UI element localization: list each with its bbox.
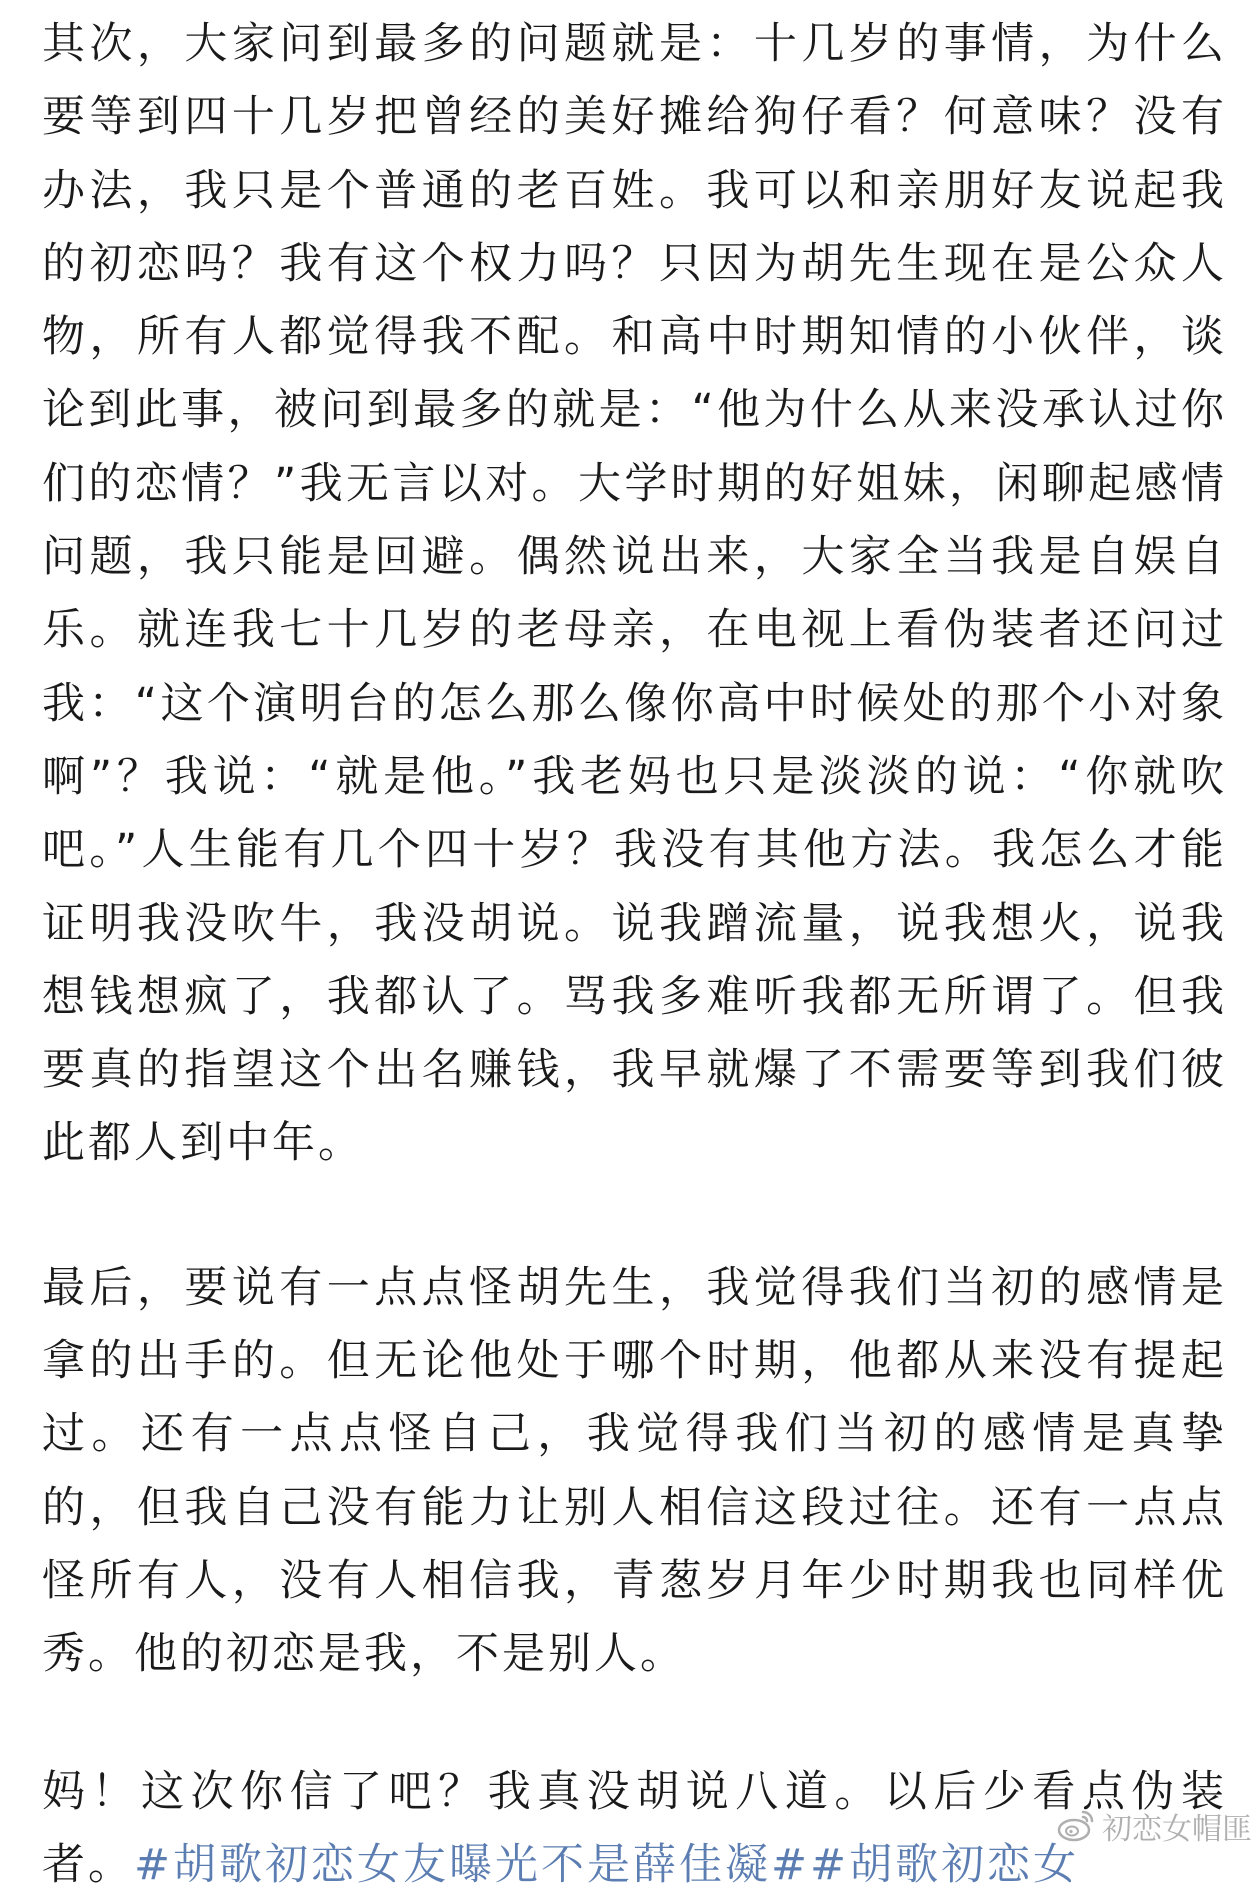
watermark: [1056, 1804, 1252, 1848]
post-paragraph-2: 最后，要说有一点点怪胡先生，我觉得我们当初的感情是拿的出手的。但无论他处于哪个时期，他都从来没有提起过。还有一点点怪自己，我觉得我们当初的感情是真挚的，但我自己没有能力让别人相信这段过往。还有一点点怪所有人，没有人相信我，青葱岁月年少时期我也同样优秀。他的初恋是我，不是别人。: [42, 1262, 1227, 1680]
watermark-text: 初恋女帽匪: [1102, 1812, 1252, 1847]
hashtag-link[interactable]: #胡歌初恋女友曝光不是薛佳凝##胡歌初恋女: [134, 1839, 1080, 1890]
post-paragraph-1: 其次，大家问到最多的问题就是：十几岁的事情，为什么要等到四十几岁把曾经的美好摊给狗仔看？何意味？没有办法，我只是个普通的老百姓。我可以和亲朋好友说起我的初恋吗？我有这个权力吗？只因为胡先生现在是公众人物，所有人都觉得我不配。和高中时期知情的小伙伴，谈论到此事，被问到最多的就是：“他为什么从来没承认过你们的恋情？”我无言以对。大学时期的好姐妹，闲聊起感情问题，我只能是回避。偶然说出来，大家全当我是自娱自乐。就连我七十几岁的老母亲，在电视上看伪装者还问过我：“这个演明台的怎么那么像你高中时候处的那个小对象啊”？我说：“就是他。”我老妈也只是淡淡的说：“你就吹吧。”人生能有几个四十岁？我没有其他方法。我怎么才能证明我没吹牛，我没胡说。说我蹭流量，说我想火，说我想钱想疯了，我都认了。骂我多难听我都无所谓了。但我要真的指望这个出名赚钱，我早就爆了不需要等到我们彼此都人到中年。: [42, 19, 1227, 1169]
weibo-icon: [1056, 1806, 1096, 1846]
closing-text: 妈！这次你信了吧？我真没胡说八道。以后少看点伪装者。: [42, 1766, 1227, 1890]
post-body: [42, 8, 1227, 1902]
post-paragraph-3: [42, 1756, 1227, 1902]
